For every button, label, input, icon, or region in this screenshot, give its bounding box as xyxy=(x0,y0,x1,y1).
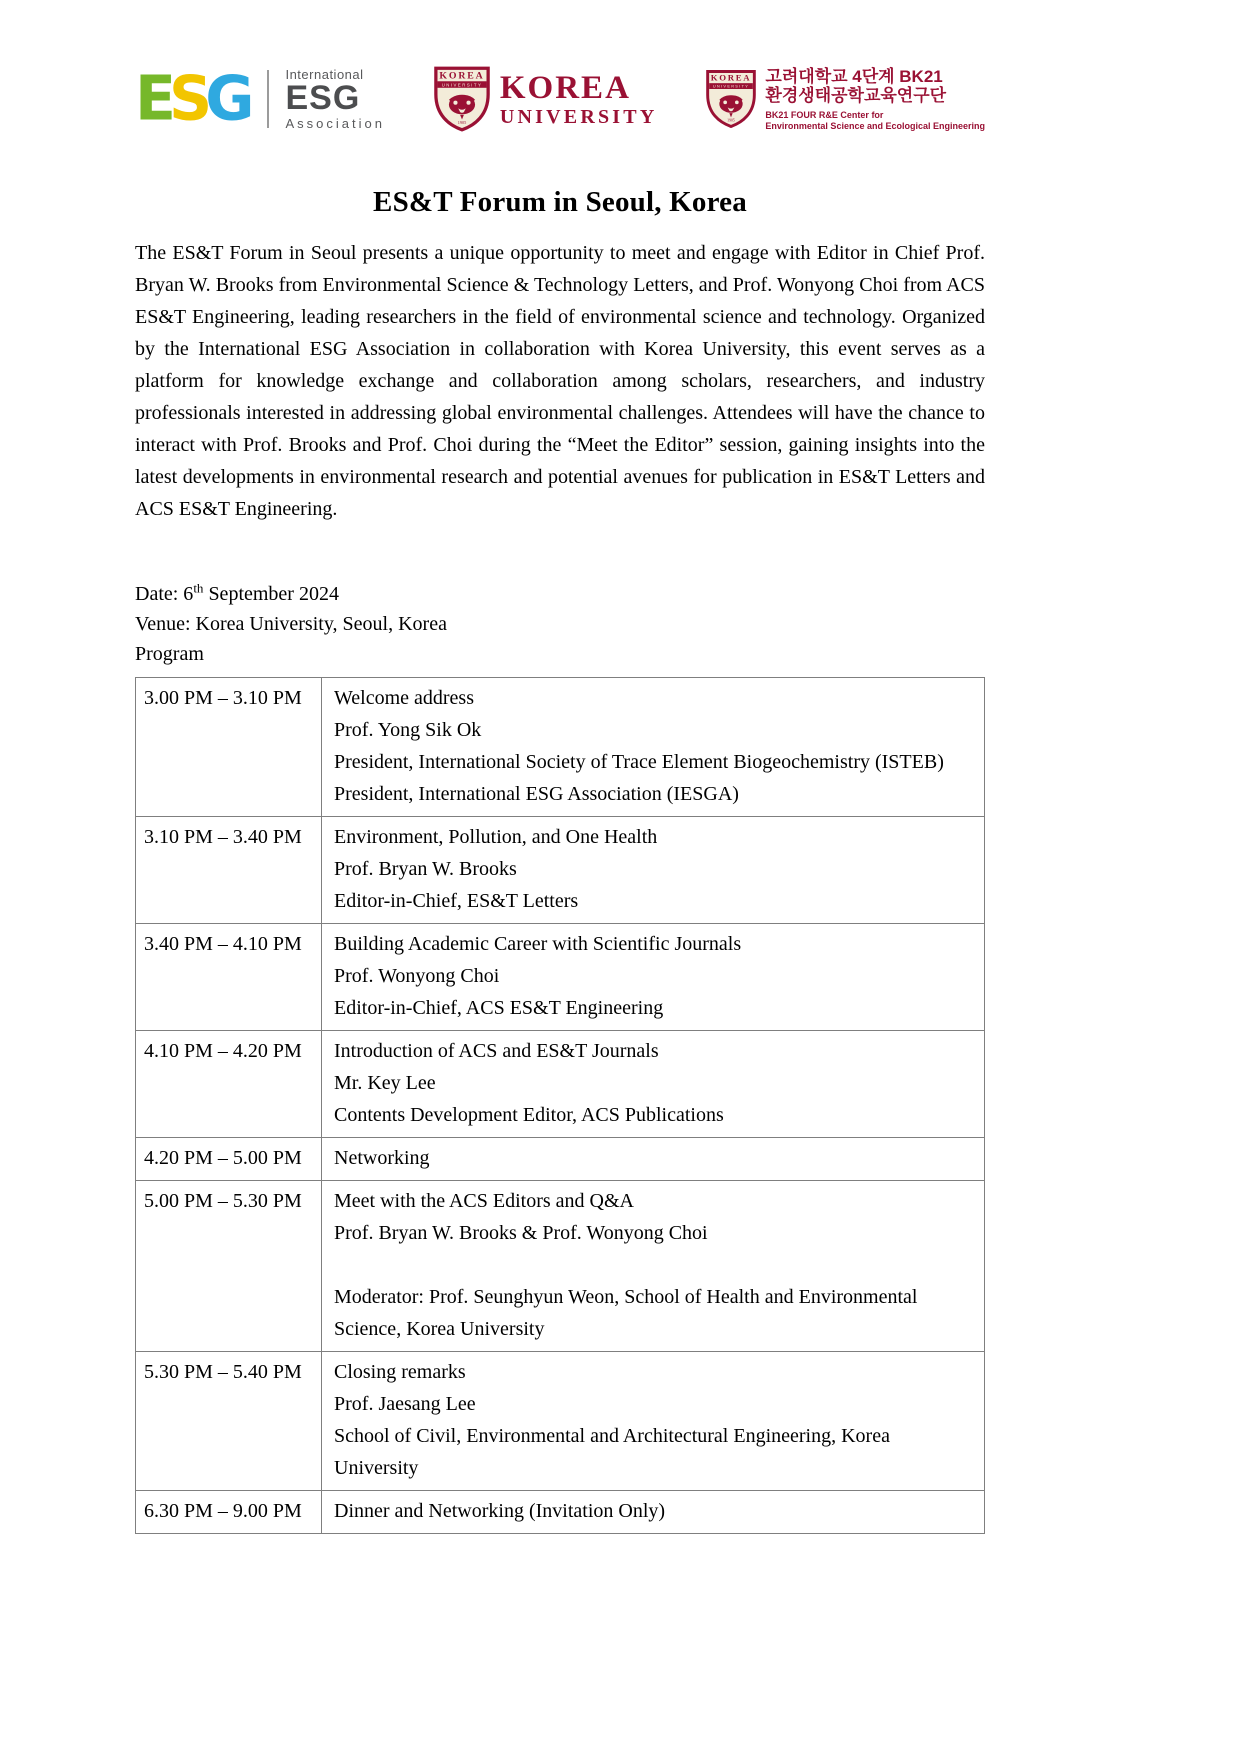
session-detail-line: Mr. Key Lee xyxy=(334,1072,436,1094)
bk21-korean-line2: 환경생태공학교육연구단 xyxy=(765,86,947,106)
svg-text:1905: 1905 xyxy=(457,120,467,126)
session-detail-line: Closing remarks xyxy=(334,1361,466,1383)
svg-text:UNIVERSITY: UNIVERSITY xyxy=(441,82,483,88)
session-detail-line: School of Civil, Environmental and Architectural Engineering, Korea xyxy=(334,1425,890,1447)
session-time: 5.00 PM – 5.30 PM xyxy=(136,1181,322,1352)
session-detail-line: Editor-in-Chief, ACS ES&T Engineering xyxy=(334,997,664,1019)
table-row xyxy=(136,678,985,817)
session-details xyxy=(322,1031,985,1138)
logo-divider xyxy=(267,70,269,128)
session-detail-line: Moderator: Prof. Seunghyun Weon, School of Health and Environmental xyxy=(334,1286,918,1308)
session-detail-line: Science, Korea University xyxy=(334,1318,545,1340)
korea-university-logo xyxy=(434,66,658,132)
session-detail-line: Building Academic Career with Scientific Journals xyxy=(334,933,742,955)
session-detail-line: Environment, Pollution, and One Health xyxy=(334,826,658,848)
session-details xyxy=(322,1138,985,1181)
svg-text:1905: 1905 xyxy=(727,118,736,123)
svg-text:KOREA: KOREA xyxy=(439,70,485,82)
date-ordinal: th xyxy=(193,580,204,596)
session-time: 3.00 PM – 3.10 PM xyxy=(136,678,322,817)
esg-monogram-letter: E xyxy=(135,63,169,135)
program-label: Program xyxy=(135,643,204,665)
session-detail-line: Prof. Wonyong Choi xyxy=(334,965,500,987)
logo-header xyxy=(135,58,985,140)
session-detail-line: Meet with the ACS Editors and Q&A xyxy=(334,1190,634,1212)
session-detail-line: Editor-in-Chief, ES&T Letters xyxy=(334,890,579,912)
esg-monogram-letter: G xyxy=(205,63,248,135)
iesga-text-international: International xyxy=(285,66,364,82)
esg-monogram-letter: S xyxy=(169,63,206,135)
session-time: 4.10 PM – 4.20 PM xyxy=(136,1031,322,1138)
session-time: 4.20 PM – 5.00 PM xyxy=(136,1138,322,1181)
session-detail-line: President, International Society of Trace Element Biogeochemistry (ISTEB) xyxy=(334,751,944,773)
ku-wordmark-korea: KOREA xyxy=(499,69,631,106)
session-time: 3.40 PM – 4.10 PM xyxy=(136,924,322,1031)
session-detail-line: Prof. Yong Sik Ok xyxy=(334,719,482,741)
session-details xyxy=(322,817,985,924)
session-detail-line: Networking xyxy=(334,1147,430,1169)
session-time: 3.10 PM – 3.40 PM xyxy=(136,817,322,924)
bk21-english-line1: BK21 FOUR R&E Center for xyxy=(765,109,884,120)
session-detail-line: Welcome address xyxy=(334,687,474,709)
session-details xyxy=(322,1181,985,1352)
session-detail-line xyxy=(334,1249,974,1281)
venue-line: Venue: Korea University, Seoul, Korea xyxy=(135,613,447,635)
ku-shield-icon xyxy=(434,66,490,132)
iesga-text-esg: ESG xyxy=(285,79,361,118)
table-row xyxy=(136,1352,985,1491)
date-line: Date: 6th September 2024 xyxy=(135,580,339,605)
session-detail-line: Introduction of ACS and ES&T Journals xyxy=(334,1040,659,1062)
session-detail-line: President, International ESG Association (IESGA) xyxy=(334,783,739,805)
ku-wordmark xyxy=(499,69,658,128)
session-details xyxy=(322,678,985,817)
svg-text:UNIVERSITY: UNIVERSITY xyxy=(713,84,750,89)
bk21-english-line2: Environmental Science and Ecological Engineering xyxy=(765,121,985,132)
bk21-logo xyxy=(706,67,985,132)
session-detail-line: Prof. Bryan W. Brooks xyxy=(334,858,517,880)
ku-wordmark-university: UNIVERSITY xyxy=(499,105,658,128)
table-row xyxy=(136,1181,985,1352)
esg-monogram-icon xyxy=(135,63,248,135)
session-detail-line: Contents Development Editor, ACS Publications xyxy=(334,1104,724,1126)
session-detail-line: University xyxy=(334,1457,419,1479)
session-time: 5.30 PM – 5.40 PM xyxy=(136,1352,322,1491)
iesga-text-association: Association xyxy=(285,115,385,131)
session-detail-line: Dinner and Networking (Invitation Only) xyxy=(334,1500,666,1522)
session-detail-line: Prof. Jaesang Lee xyxy=(334,1393,476,1415)
table-row xyxy=(136,1491,985,1534)
svg-text:KOREA: KOREA xyxy=(711,72,752,83)
iesga-logo xyxy=(135,63,385,135)
table-row xyxy=(136,924,985,1031)
session-details xyxy=(322,1491,985,1534)
bk21-logo-text xyxy=(765,67,985,132)
program-table xyxy=(135,677,985,1534)
bk21-korean-line1: 고려대학교 4단계 BK21 xyxy=(765,66,943,86)
table-row xyxy=(136,817,985,924)
iesga-logo-text xyxy=(285,68,384,131)
table-row xyxy=(136,1138,985,1181)
event-details xyxy=(135,579,985,669)
session-details xyxy=(322,1352,985,1491)
table-row xyxy=(136,1031,985,1138)
page-title: ES&T Forum in Seoul, Korea xyxy=(373,186,747,218)
session-time: 6.30 PM – 9.00 PM xyxy=(136,1491,322,1534)
bk21-shield-icon xyxy=(706,69,756,129)
session-detail-line: Prof. Bryan W. Brooks & Prof. Wonyong Choi xyxy=(334,1222,708,1244)
session-details xyxy=(322,924,985,1031)
intro-paragraph: The ES&T Forum in Seoul presents a unique opportunity to meet and engage with Editor in Chief Prof. Bryan W. Brooks from Environmental Science & Technology Letters, and Prof. Wonyong Choi from ACS ES&T Engineering, leading researchers in the field of environmental science and technology. Organized by the International ESG Association in collaboration with Korea University, this event serves as a platform for knowledge exchange and collaboration among scholars, researchers, and industry professionals interested in addressing global environmental challenges. Attendees will have the chance to interact with Prof. Brooks and Prof. Choi during the “Meet the Editor” session, gaining insights into the latest developments in environmental research and potential avenues for publication in ES&T Letters and ACS ES&T Engineering. xyxy=(135,242,985,520)
